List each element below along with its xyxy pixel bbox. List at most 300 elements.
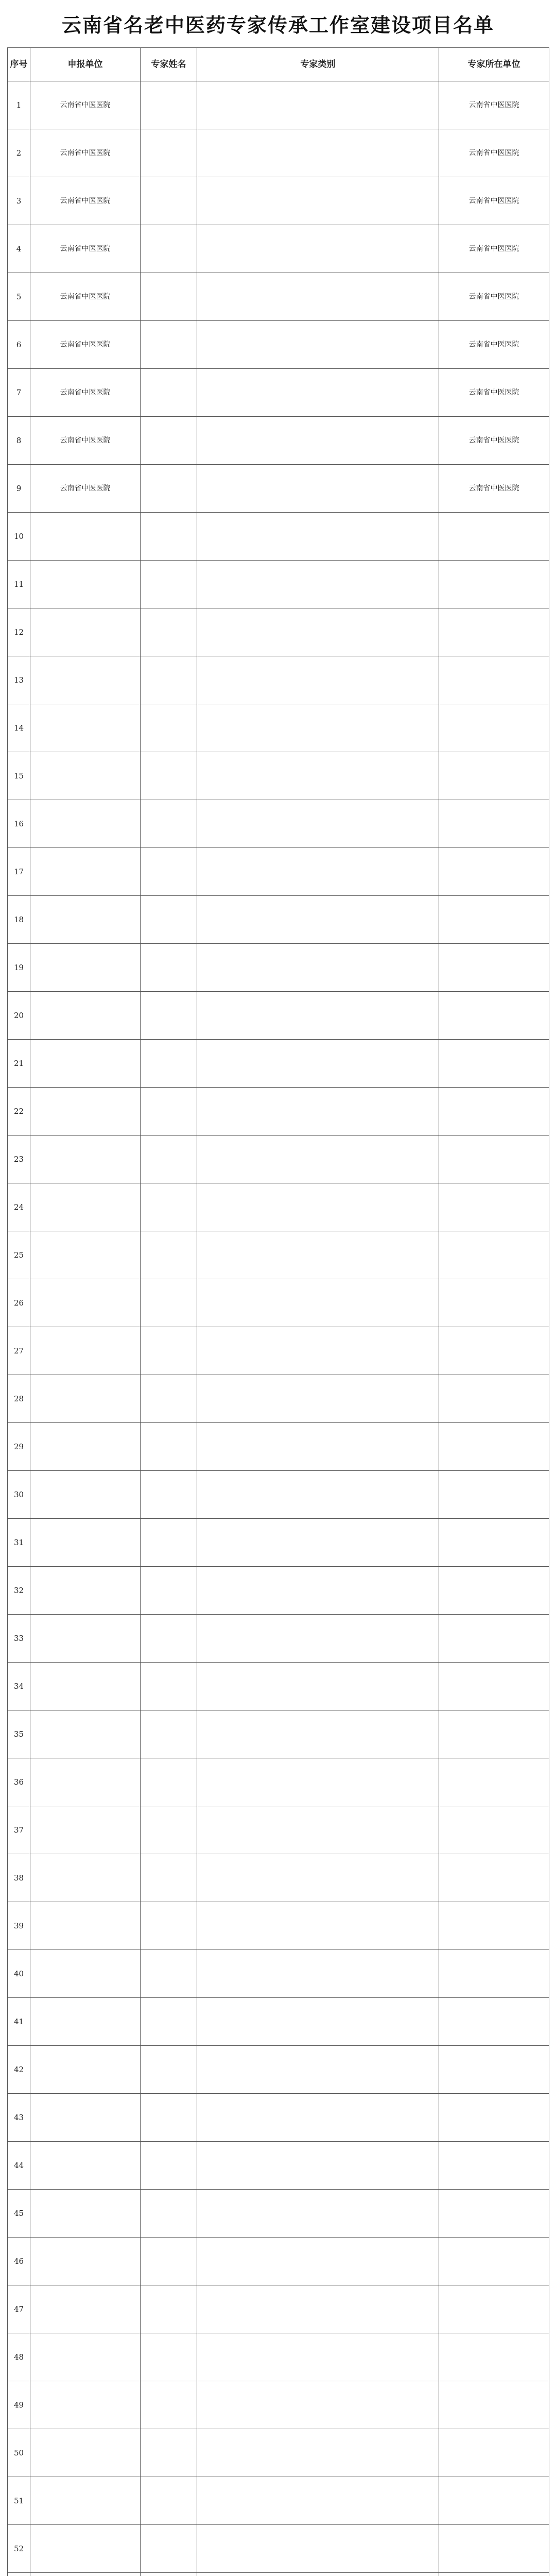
cell-name [141, 2477, 197, 2525]
cell-spec [197, 1710, 439, 1758]
cell-unit [30, 1806, 141, 1854]
cell-unit [30, 1375, 141, 1423]
cell-unit: 云南省中医医院 [30, 273, 141, 321]
cell-name [141, 1040, 197, 1088]
cell-unit2 [439, 1136, 549, 1183]
cell-spec [197, 2573, 439, 2576]
cell-unit [30, 2285, 141, 2333]
cell-spec [197, 1854, 439, 1902]
cell-unit [30, 656, 141, 704]
cell-unit [30, 2046, 141, 2094]
table-row [8, 2142, 549, 2190]
cell-spec [197, 1519, 439, 1567]
cell-no: 8 [8, 417, 30, 465]
cell-no: 25 [8, 1231, 30, 1279]
cell-name [141, 1998, 197, 2046]
cell-name [141, 848, 197, 896]
table-row [8, 177, 549, 225]
cell-name [141, 2190, 197, 2238]
table-row [8, 848, 549, 896]
cell-name [141, 704, 197, 752]
cell-no: 48 [8, 2333, 30, 2381]
cell-unit2 [439, 1471, 549, 1519]
cell-no: 24 [8, 1183, 30, 1231]
cell-name [141, 417, 197, 465]
cell-unit2 [439, 2381, 549, 2429]
cell-no: 51 [8, 2477, 30, 2525]
cell-no: 37 [8, 1806, 30, 1854]
cell-unit2: 云南省中医医院 [439, 273, 549, 321]
cell-unit2 [439, 1183, 549, 1231]
table-header-row [8, 48, 549, 81]
cell-unit [30, 1758, 141, 1806]
cell-name [141, 752, 197, 800]
table-body [8, 81, 549, 2576]
cell-name [141, 465, 197, 513]
table-row [8, 465, 549, 513]
cell-name [141, 513, 197, 561]
cell-spec [197, 2429, 439, 2477]
table-row [8, 2094, 549, 2142]
cell-unit2 [439, 2573, 549, 2576]
cell-unit [30, 848, 141, 896]
header-name: 专家姓名 [141, 48, 197, 81]
cell-unit2 [439, 513, 549, 561]
cell-unit [30, 608, 141, 656]
page-title: 云南省名老中医药专家传承工作室建设项目名单 [61, 13, 494, 37]
cell-no: 40 [8, 1950, 30, 1998]
cell-no: 26 [8, 1279, 30, 1327]
cell-name [141, 1136, 197, 1183]
cell-spec [197, 1088, 439, 1136]
cell-name [141, 1567, 197, 1615]
cell-spec [197, 1615, 439, 1663]
cell-unit [30, 1854, 141, 1902]
cell-name [141, 944, 197, 992]
cell-spec [197, 2333, 439, 2381]
cell-spec [197, 704, 439, 752]
cell-unit2 [439, 1663, 549, 1710]
cell-spec [197, 1902, 439, 1950]
cell-name [141, 1902, 197, 1950]
cell-name [141, 2573, 197, 2576]
cell-unit [30, 1710, 141, 1758]
cell-no: 45 [8, 2190, 30, 2238]
cell-spec [197, 1231, 439, 1279]
cell-spec [197, 1423, 439, 1471]
cell-name [141, 1088, 197, 1136]
cell-unit2 [439, 1279, 549, 1327]
cell-no: 16 [8, 800, 30, 848]
cell-spec [197, 944, 439, 992]
cell-unit2 [439, 1615, 549, 1663]
cell-no: 27 [8, 1327, 30, 1375]
table-row [8, 1710, 549, 1758]
cell-spec [197, 2142, 439, 2190]
table-row [8, 1902, 549, 1950]
table-row [8, 513, 549, 561]
cell-spec [197, 2381, 439, 2429]
cell-spec [197, 800, 439, 848]
cell-name [141, 1854, 197, 1902]
table-row [8, 1040, 549, 1088]
cell-no: 32 [8, 1567, 30, 1615]
cell-spec [197, 896, 439, 944]
cell-no [8, 2573, 30, 2576]
cell-unit2 [439, 2477, 549, 2525]
cell-name [141, 273, 197, 321]
table-row [8, 1663, 549, 1710]
cell-spec [197, 2094, 439, 2142]
cell-spec [197, 369, 439, 417]
cell-unit2 [439, 1567, 549, 1615]
table-row [8, 1327, 549, 1375]
cell-no: 19 [8, 944, 30, 992]
cell-no: 1 [8, 81, 30, 129]
cell-no: 39 [8, 1902, 30, 1950]
cell-unit [30, 800, 141, 848]
table-row [8, 656, 549, 704]
cell-unit2: 云南省中医医院 [439, 369, 549, 417]
cell-unit [30, 704, 141, 752]
cell-spec [197, 752, 439, 800]
cell-name [141, 1327, 197, 1375]
table-row [8, 1567, 549, 1615]
cell-name [141, 2285, 197, 2333]
cell-unit2 [439, 1998, 549, 2046]
cell-spec [197, 2238, 439, 2285]
cell-unit2 [439, 1950, 549, 1998]
cell-name [141, 177, 197, 225]
cell-no: 33 [8, 1615, 30, 1663]
cell-name [141, 992, 197, 1040]
cell-unit [30, 944, 141, 992]
cell-name [141, 321, 197, 369]
cell-no: 13 [8, 656, 30, 704]
cell-no: 28 [8, 1375, 30, 1423]
cell-name [141, 1471, 197, 1519]
cell-no: 10 [8, 513, 30, 561]
cell-name [141, 2142, 197, 2190]
cell-unit [30, 1519, 141, 1567]
cell-unit2: 云南省中医医院 [439, 465, 549, 513]
cell-unit [30, 1902, 141, 1950]
cell-name [141, 1758, 197, 1806]
header-unit: 申报单位 [30, 48, 141, 81]
cell-unit [30, 1615, 141, 1663]
cell-spec [197, 1136, 439, 1183]
cell-spec [197, 848, 439, 896]
table-row [8, 1423, 549, 1471]
cell-no: 5 [8, 273, 30, 321]
cell-name [141, 369, 197, 417]
cell-unit2 [439, 1519, 549, 1567]
table-row [8, 608, 549, 656]
table-row [8, 2046, 549, 2094]
cell-no: 34 [8, 1663, 30, 1710]
cell-unit [30, 2573, 141, 2576]
table-row [8, 1279, 549, 1327]
cell-unit2 [439, 561, 549, 608]
cell-name [141, 896, 197, 944]
cell-unit2 [439, 2285, 549, 2333]
cell-unit [30, 1040, 141, 1088]
cell-unit2 [439, 2429, 549, 2477]
cell-unit2 [439, 1710, 549, 1758]
cell-spec [197, 1663, 439, 1710]
cell-unit2 [439, 1806, 549, 1854]
cell-unit2 [439, 1040, 549, 1088]
table-row [8, 1615, 549, 1663]
cell-spec [197, 2190, 439, 2238]
cell-no: 31 [8, 1519, 30, 1567]
table-row [8, 561, 549, 608]
cell-unit2 [439, 2525, 549, 2573]
cell-unit: 云南省中医医院 [30, 465, 141, 513]
cell-no: 4 [8, 225, 30, 273]
cell-no: 20 [8, 992, 30, 1040]
cell-name [141, 2238, 197, 2285]
cell-spec [197, 321, 439, 369]
cell-unit [30, 752, 141, 800]
cell-no: 11 [8, 561, 30, 608]
cell-no: 12 [8, 608, 30, 656]
table-row [8, 2573, 549, 2576]
cell-spec [197, 1950, 439, 1998]
cell-no: 18 [8, 896, 30, 944]
cell-unit2 [439, 2142, 549, 2190]
cell-unit2: 云南省中医医院 [439, 321, 549, 369]
table-row [8, 1375, 549, 1423]
cell-unit [30, 896, 141, 944]
cell-unit [30, 2190, 141, 2238]
table-row [8, 2190, 549, 2238]
table-row [8, 2381, 549, 2429]
cell-name [141, 2381, 197, 2429]
table-row [8, 1806, 549, 1854]
cell-spec [197, 1758, 439, 1806]
cell-unit [30, 1423, 141, 1471]
cell-no: 38 [8, 1854, 30, 1902]
cell-spec [197, 1567, 439, 1615]
cell-unit [30, 513, 141, 561]
cell-no: 49 [8, 2381, 30, 2429]
cell-unit2 [439, 704, 549, 752]
cell-name [141, 800, 197, 848]
cell-unit2 [439, 656, 549, 704]
cell-unit2 [439, 2094, 549, 2142]
cell-spec [197, 273, 439, 321]
cell-unit [30, 1567, 141, 1615]
cell-unit2 [439, 1231, 549, 1279]
cell-unit [30, 992, 141, 1040]
cell-no: 6 [8, 321, 30, 369]
cell-no: 36 [8, 1758, 30, 1806]
cell-unit2 [439, 1854, 549, 1902]
cell-no: 50 [8, 2429, 30, 2477]
cell-unit: 云南省中医医院 [30, 417, 141, 465]
cell-spec [197, 2046, 439, 2094]
table-row [8, 2429, 549, 2477]
cell-name [141, 2429, 197, 2477]
cell-spec [197, 465, 439, 513]
cell-unit [30, 1136, 141, 1183]
cell-unit2 [439, 2333, 549, 2381]
cell-unit: 云南省中医医院 [30, 225, 141, 273]
cell-name [141, 1950, 197, 1998]
table-row [8, 2285, 549, 2333]
cell-no: 42 [8, 2046, 30, 2094]
cell-unit [30, 2381, 141, 2429]
cell-unit [30, 1279, 141, 1327]
cell-unit2 [439, 1375, 549, 1423]
cell-name [141, 1615, 197, 1663]
table-row [8, 2525, 549, 2573]
table-row [8, 1998, 549, 2046]
cell-no: 41 [8, 1998, 30, 2046]
table-row [8, 2333, 549, 2381]
cell-spec [197, 1375, 439, 1423]
cell-spec [197, 1183, 439, 1231]
cell-unit [30, 2333, 141, 2381]
header-spec: 专家类别 [197, 48, 439, 81]
cell-unit2 [439, 896, 549, 944]
table-row [8, 225, 549, 273]
cell-unit2 [439, 608, 549, 656]
cell-unit2 [439, 1327, 549, 1375]
cell-unit2: 云南省中医医院 [439, 177, 549, 225]
cell-unit2 [439, 1423, 549, 1471]
table-row [8, 1136, 549, 1183]
table-row [8, 1950, 549, 1998]
cell-unit: 云南省中医医院 [30, 369, 141, 417]
cell-name [141, 608, 197, 656]
table-row [8, 752, 549, 800]
cell-spec [197, 81, 439, 129]
cell-unit [30, 1998, 141, 2046]
cell-no: 7 [8, 369, 30, 417]
cell-unit2 [439, 992, 549, 1040]
cell-unit2 [439, 800, 549, 848]
cell-unit2 [439, 1088, 549, 1136]
cell-unit2 [439, 848, 549, 896]
cell-unit [30, 2094, 141, 2142]
table-row [8, 1088, 549, 1136]
cell-name [141, 1231, 197, 1279]
table-row [8, 1854, 549, 1902]
table-row [8, 1758, 549, 1806]
cell-no: 30 [8, 1471, 30, 1519]
cell-spec [197, 1998, 439, 2046]
cell-no: 43 [8, 2094, 30, 2142]
cell-no: 35 [8, 1710, 30, 1758]
cell-unit2 [439, 944, 549, 992]
cell-unit [30, 2142, 141, 2190]
cell-unit2 [439, 2238, 549, 2285]
cell-no: 23 [8, 1136, 30, 1183]
table-row [8, 1183, 549, 1231]
cell-spec [197, 1471, 439, 1519]
cell-unit2: 云南省中医医院 [439, 129, 549, 177]
cell-no: 3 [8, 177, 30, 225]
cell-spec [197, 225, 439, 273]
cell-spec [197, 513, 439, 561]
cell-spec [197, 992, 439, 1040]
cell-unit [30, 561, 141, 608]
cell-unit [30, 1183, 141, 1231]
table-row [8, 273, 549, 321]
cell-no: 47 [8, 2285, 30, 2333]
cell-unit [30, 1327, 141, 1375]
table-row [8, 992, 549, 1040]
table-row [8, 321, 549, 369]
cell-name [141, 2094, 197, 2142]
cell-name [141, 1710, 197, 1758]
cell-unit: 云南省中医医院 [30, 81, 141, 129]
cell-name [141, 1375, 197, 1423]
cell-unit [30, 2238, 141, 2285]
table-row [8, 129, 549, 177]
cell-spec [197, 2525, 439, 2573]
cell-no: 9 [8, 465, 30, 513]
cell-unit [30, 2429, 141, 2477]
cell-unit: 云南省中医医院 [30, 129, 141, 177]
cell-unit2: 云南省中医医院 [439, 81, 549, 129]
cell-unit [30, 1471, 141, 1519]
cell-spec [197, 561, 439, 608]
cell-name [141, 129, 197, 177]
cell-no: 22 [8, 1088, 30, 1136]
table-row [8, 1519, 549, 1567]
cell-no: 17 [8, 848, 30, 896]
cell-name [141, 2333, 197, 2381]
cell-unit [30, 1088, 141, 1136]
cell-no: 2 [8, 129, 30, 177]
cell-no: 21 [8, 1040, 30, 1088]
cell-unit2 [439, 2190, 549, 2238]
cell-unit2 [439, 1902, 549, 1950]
table-row [8, 944, 549, 992]
cell-unit2: 云南省中医医院 [439, 417, 549, 465]
cell-no: 15 [8, 752, 30, 800]
table-row [8, 704, 549, 752]
cell-no: 29 [8, 1423, 30, 1471]
cell-spec [197, 129, 439, 177]
cell-name [141, 1806, 197, 1854]
cell-name [141, 561, 197, 608]
cell-name [141, 2046, 197, 2094]
cell-name [141, 225, 197, 273]
table-row [8, 369, 549, 417]
table-row [8, 2477, 549, 2525]
cell-name [141, 2525, 197, 2573]
cell-name [141, 1279, 197, 1327]
cell-name [141, 656, 197, 704]
cell-spec [197, 1279, 439, 1327]
cell-unit2 [439, 1758, 549, 1806]
cell-no: 52 [8, 2525, 30, 2573]
table-row [8, 81, 549, 129]
header-unit2: 专家所在单位 [439, 48, 549, 81]
cell-spec [197, 1040, 439, 1088]
project-table [7, 47, 549, 2576]
table-row [8, 800, 549, 848]
cell-spec [197, 2477, 439, 2525]
cell-name [141, 1183, 197, 1231]
cell-spec [197, 177, 439, 225]
cell-spec [197, 1806, 439, 1854]
cell-spec [197, 1327, 439, 1375]
